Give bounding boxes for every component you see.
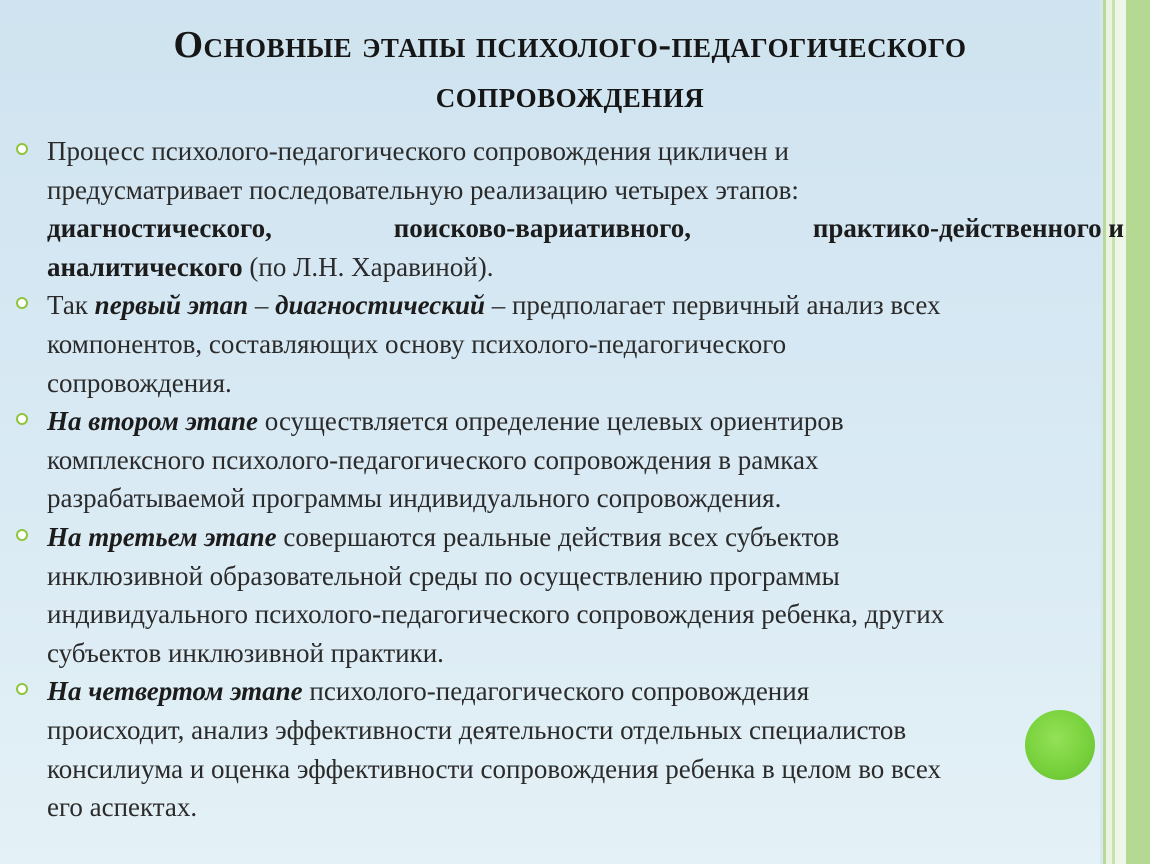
bullet-marker-icon (16, 683, 28, 695)
text-line (47, 248, 1124, 287)
text-line: консилиума и оценка эффективности сопровождения ребенка в целом во всех (47, 753, 942, 784)
bullet-marker-icon (16, 413, 28, 425)
bullet-marker-icon (16, 143, 28, 155)
bullet-marker-icon (16, 529, 28, 541)
emphasis-text: На втором этапе (47, 406, 259, 437)
text-line: его аспектах. (47, 792, 198, 823)
text-line: разрабатываемой программы индивидуального сопровождения. (47, 483, 782, 514)
text-line (47, 286, 1124, 325)
bullet-item (14, 672, 1124, 826)
text-line: сопровождения. (47, 367, 232, 398)
bullet-item (14, 132, 1124, 286)
text-segment: – предполагает первичный анализ всех (484, 290, 941, 321)
text-line (47, 518, 1124, 557)
bullet-item (14, 286, 1124, 402)
bullet-item (14, 518, 1124, 672)
text-segment: – (248, 290, 276, 321)
text-line: компонентов, составляющих основу психолого-педагогического (47, 328, 787, 359)
emphasis-text: диагностический (275, 290, 485, 321)
text-line: индивидуального психолого-педагогического сопровождения ребенка, других (47, 599, 945, 630)
emphasis-text: первый этап (94, 290, 249, 321)
text-segment: психолого-педагогического сопровождения (302, 676, 810, 707)
text-line: Процесс психолого-педагогического сопровождения цикличен и (47, 136, 789, 166)
bullet-item (14, 402, 1124, 518)
bullet-marker-icon (16, 297, 28, 309)
text-line (47, 672, 1124, 711)
stage-name-bold: практико-действенного и (812, 213, 1124, 244)
text-segment: осуществляется определение целевых ориентиров (258, 406, 844, 437)
text-line: происходит, анализ эффективности деятельности отдельных специалистов (47, 714, 907, 745)
slide-title (30, 20, 1110, 120)
emphasis-text: На третьем этапе (47, 521, 277, 552)
text-segment: (по Л.Н. Харавиной). (242, 251, 494, 282)
slide-title-line-1: Основные этапы психолого-педагогического (173, 24, 967, 66)
slide-title-line-2: сопровождения (435, 74, 705, 116)
text-segment: Так (47, 290, 95, 321)
text-line: субъектов инклюзивной практики. (47, 637, 444, 668)
text-line: предусматривает последовательную реализацию четырех этапов: (47, 174, 799, 205)
bullet-list (14, 132, 1124, 827)
stage-name-bold: поисково-вариативного, (393, 213, 691, 244)
green-circle-icon (1025, 710, 1095, 780)
text-line: инклюзивной образовательной среды по осуществлению программы (47, 560, 840, 591)
text-segment: совершаются реальные действия всех субъектов (276, 521, 840, 552)
text-line (47, 402, 1124, 441)
text-line: комплексного психолого-педагогического сопровождения в рамках (47, 444, 819, 475)
emphasis-text: На четвертом этапе (47, 676, 303, 707)
stage-name-bold: аналитического (47, 251, 243, 282)
text-line (47, 209, 1124, 248)
stage-name-bold: диагностического, (47, 213, 272, 244)
